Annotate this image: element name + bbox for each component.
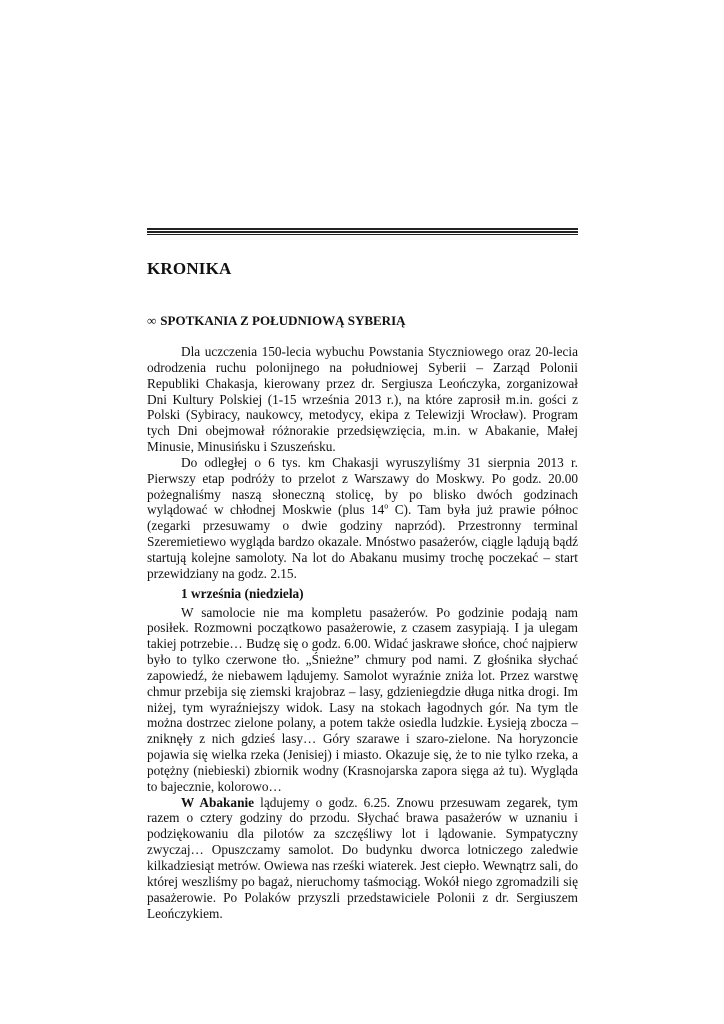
section-heading: KRONIKA — [147, 259, 232, 278]
header-rule — [147, 234, 578, 235]
header-rules — [147, 228, 578, 235]
infinity-icon: ∞ — [147, 313, 157, 328]
paragraph-text: lądujemy o godz. 6.25. Znowu przesuwam zegarek, tym razem o cztery godziny do przodu. Słychać brawa pasażerów w uznaniu i podziękowaniu dla pilotów za szczęśliwy lot i lądowanie. Sympatyczny zwyczaj… Opuszczamy samolot. Do budynku dworca lotniczego zaledwie kilkadziesiąt metrów. Owiewa nas rześki wiaterek. Jest ciepło. Wewnątrz sali, do której weszliśmy po bagaż, nieruchomy taśmociąg. Wokół niego zgromadzili się pasażerowie. Po Polaków przyszli przedstawiciele Polonii z dr. Sergiuszem Leończykiem. — [147, 794, 578, 921]
paragraph-text: Do odległej o 6 tys. km Chakasji wyruszyliśmy 31 sierpnia 2013 r. Pierwszy etap podróży to przelot z Warszawy do Moskwy. Po godz. 20.00 pożegnaliśmy naszą słoneczną stolicę, by po blisko dwóch godzinach wylądować w chłodnej Moskwie (plus 14 — [147, 454, 578, 518]
paragraph: W samolocie nie ma kompletu pasażerów. Po godzinie podają nam posiłek. Rozmowni początkowo pasażerowie, z czasem zasypiają. I ja ulegam takiej potrzebie… Budzę się o godz. 6.00. Widać jaskrawe słońce, choć najpierw było to tylko czerwone tło. „Śnieżne” chmury pod nami. Z głośnika słychać zapowiedź, że niebawem lądujemy. Samolot wyraźnie zniża lot. Przez warstwę chmur przebija się ziemski krajobraz – lasy, gdzieniegdzie długa nitka drogi. Im niżej, tym wyraźniejszy widok. Lasy na stokach łagodnych gór. Na tym tle można dostrzec zielone polany, a potem także osiedla ludzkie. Łysieją zbocza – zniknęły z nich gdzieś lasy… Góry szarawe i szaro-zielone. Na horyzoncie pojawia się wielka rzeka (Jenisiej) i miasto. Okazuje się, że to nie tylko rzeka, a potężny (niebieski) zbiornik wodny (Krasnojarska zapora sięga aż tu). Wygląda to bajecznie, kolorowo… — [147, 604, 578, 794]
article-title — [147, 313, 406, 329]
paragraph-lead: W Abakanie — [181, 794, 255, 810]
article-title-text: SPOTKANIA Z POŁUDNIOWĄ SYBERIĄ — [160, 313, 406, 328]
paragraph — [147, 795, 578, 922]
header-rule — [147, 228, 578, 230]
article-body — [147, 344, 578, 921]
header-rule — [147, 231, 578, 233]
paragraph-text: C). Tam była już prawie północ (zegarki przesuwamy o dwie godziny naprzód). Przestronny terminal Szeremietiewo wygląda bardzo okazale. Mnóstwo pasażerów, ciągle lądują bądź startują kolejne samoloty. Na lot do Abakanu musimy trochę poczekać – start przewidziany na godz. 2.15. — [147, 502, 578, 581]
paragraph: Dla uczczenia 150-lecia wybuchu Powstania Styczniowego oraz 20-lecia odrodzenia ruchu polonijnego na południowej Syberii – Zarząd Polonii Republiki Chakasja, kierowany przez dr. Sergiusza Leończyka, zorganizował Dni Kultury Polskiej (1-15 września 2013 r.), na które zaprosił m.in. gości z Polski (Sybiracy, naukowcy, metodycy, ekipa z Telewizji Wrocław). Program tych Dni obejmował różnorakie przedsięwzięcia, m.in. w Abakanie, Małej Minusie, Minusińsku i Szuszeńsku. — [147, 344, 578, 455]
paragraph — [147, 455, 578, 582]
degree-superscript: o — [384, 502, 389, 512]
date-subheading: 1 września (niedziela) — [181, 585, 304, 601]
